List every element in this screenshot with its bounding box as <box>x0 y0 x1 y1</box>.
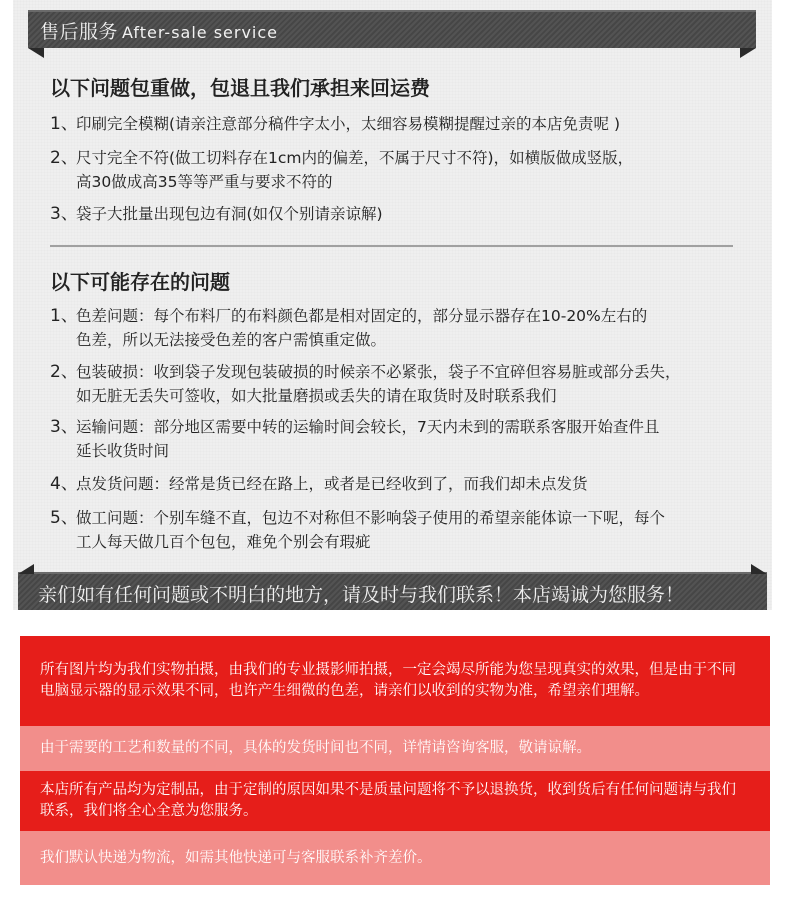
banner-fold-left <box>18 564 34 574</box>
list-item: 4、点发货问题：经常是货已经在路上，或者是已经收到了，而我们却未点发货 <box>50 474 588 494</box>
list-item: 1、印刷完全模糊(请亲注意部分稿件字太小，太细容易模糊提醒过亲的本店免责呢 ) <box>50 114 621 134</box>
list-item: 3、运输问题：部分地区需要中转的运输时间会较长，7天内未到的需联系客服开始查件且 延长收货时间 <box>50 417 660 460</box>
title-cn: 售后服务 <box>40 21 119 43</box>
banner-fold-right <box>751 564 767 574</box>
notice-block-courier: 我们默认快递为物流，如需其他快递可与客服联系补齐差价。 <box>20 831 770 885</box>
notice-block-custom-products: 本店所有产品均为定制品，由于定制的原因如果不是质量问题将不予以退换货，收到货后有任何问题请与我们联系，我们将全心全意为您服务。 <box>20 771 770 831</box>
banner-fold-left <box>28 48 44 58</box>
section-divider <box>50 245 733 247</box>
list-item: 5、做工问题：个别车缝不直，包边不对称但不影响袋子使用的希望亲能体谅一下呢，每个 工人每天做几百个包包，难免个别会有瑕疵 <box>50 508 666 551</box>
list-item: 2、尺寸完全不符(做工切料存在1cm内的偏差，不属于尺寸不符)，如横版做成竖版， 高30做成高35等等严重与要求不符的 <box>50 148 634 191</box>
footer-banner-text: 亲们如有任何问题或不明白的地方，请及时与我们联系！本店竭诚为您服务！ <box>38 584 685 606</box>
header-banner <box>28 10 756 48</box>
list-item: 2、包装破损：收到袋子发现包装破损的时候亲不必紧张，袋子不宜碎但容易脏或部分丢失， 如无脏无丢失可签收，如大批量磨损或丢失的请在取货时及时联系我们 <box>50 362 681 405</box>
title-en: After-sale service <box>122 23 279 42</box>
notice-block-shipping-time: 由于需要的工艺和数量的不同，具体的发货时间也不同，详情请咨询客服，敬请谅解。 <box>20 726 770 771</box>
section-title-redo: 以下问题包重做，包退且我们承担来回运费 <box>50 76 430 100</box>
banner-fold-right <box>740 48 756 58</box>
footer-banner <box>18 572 767 610</box>
list-item: 3、袋子大批量出现包边有洞(如仅个别请亲谅解) <box>50 204 383 224</box>
notice-block-photos: 所有图片均为我们实物拍摄，由我们的专业摄影师拍摄，一定会竭尽所能为您呈现真实的效果，但是由于不同电脑显示器的显示效果不同，也许产生细微的色差，请亲们以收到的实物为准，希望亲们理解。 <box>20 636 770 726</box>
page-title <box>40 17 278 44</box>
section-title-possible-issues: 以下可能存在的问题 <box>50 270 230 294</box>
list-item: 1、色差问题：每个布料厂的布料颜色都是相对固定的，部分显示器存在10-20%左右的 色差，所以无法接受色差的客户需慎重定做。 <box>50 306 648 349</box>
